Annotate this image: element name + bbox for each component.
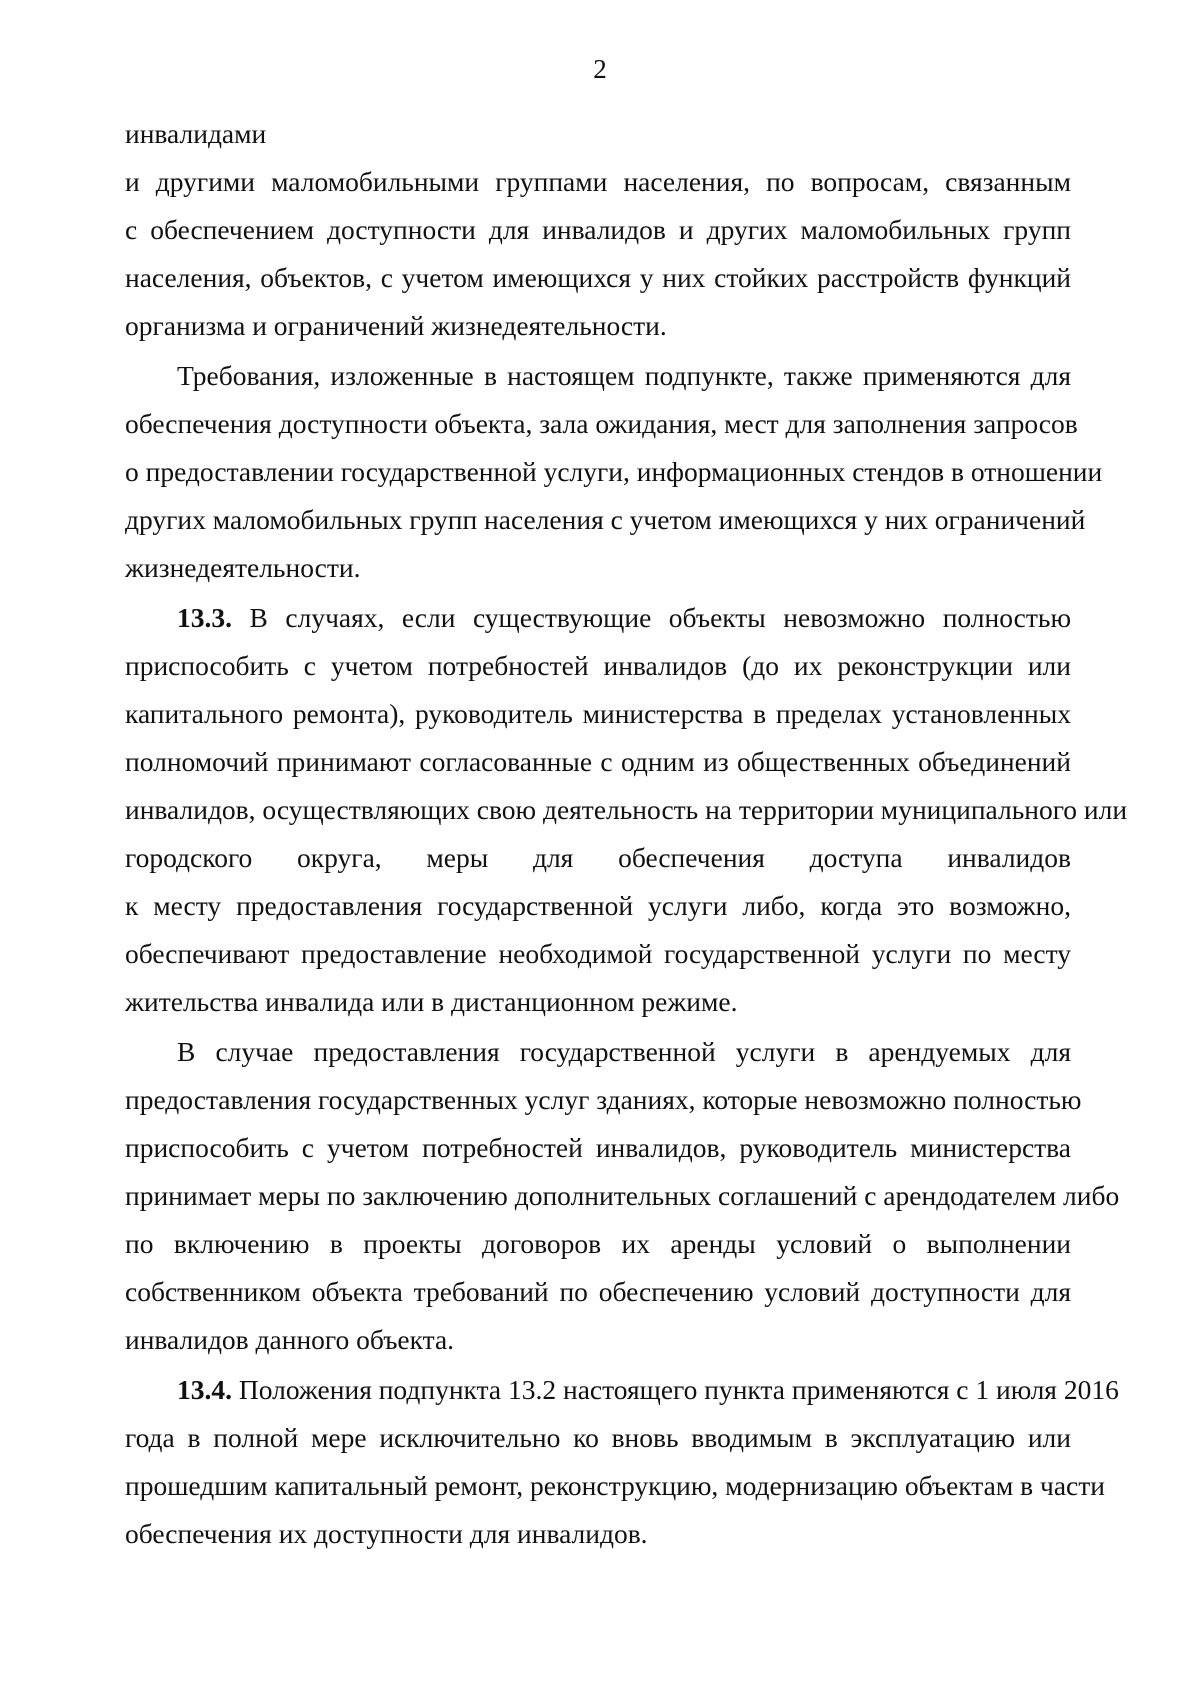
line-text: Требования, изложенные в настоящем подпункте, также применяются для [177,360,1071,391]
text-line [125,544,1071,592]
text-line [125,738,1071,786]
paragraph-gap [125,1558,1071,1560]
text-line [125,1316,1071,1364]
line-text: и другими маломобильными группами населения, по вопросам, связанным [125,166,1071,197]
clause-number: 13.3. [177,602,232,633]
line-text: инвалидов, осуществляющих свою деятельность на территории муниципального или [125,794,1128,825]
text-line [125,1414,1071,1462]
paragraph [125,110,1071,350]
document-body [125,110,1128,1560]
text-line [125,1028,1071,1076]
line-text: обеспечения доступности объекта, зала ожидания, мест для заполнения запросов [125,408,1078,439]
paragraph [125,1028,1120,1364]
line-text: приспособить с учетом потребностей инвалидов, руководитель министерства [125,1132,1071,1163]
text-line [125,448,1103,496]
line-text: Положения подпункта 13.2 настоящего пункта применяются с 1 июля 2016 [232,1374,1119,1405]
line-text: городского округа, меры для обеспечения доступа инвалидов [125,842,1071,873]
text-line [125,1462,1105,1510]
text-line [125,254,1071,302]
text-line [125,110,1071,158]
line-text: по включению в проекты договоров их аренды условий о выполнении [125,1228,1071,1259]
text-line [125,930,1071,978]
line-text: других маломобильных групп населения с учетом имеющихся у них ограничений [125,504,1086,535]
text-line [125,594,1071,642]
line-text: обеспечения их доступности для инвалидов. [125,1518,648,1549]
text-line [125,786,1128,834]
text-line [125,978,1071,1026]
text-line [125,1124,1071,1172]
line-text: жительства инвалида или в дистанционном режиме. [125,986,738,1017]
text-line [125,690,1071,738]
text-line [125,1268,1071,1316]
line-text: года в полной мере исключительно ко вновь вводимым в эксплуатацию или [125,1422,1071,1453]
line-text: прошедшим капитальный ремонт, реконструкцию, модернизацию объектам в части [125,1470,1105,1501]
text-line [125,496,1086,544]
line-text: предоставления государственных услуг зданиях, которые невозможно полностью [125,1084,1082,1115]
line-text: приспособить с учетом потребностей инвалидов (до их реконструкции или [125,650,1071,681]
text-line [125,206,1071,254]
line-text: населения, объектов, с учетом имеющихся у них стойких расстройств функций [125,262,1071,293]
page-number: 2 [593,54,607,84]
text-line [125,302,1071,350]
text-line [125,1510,1071,1558]
line-text: капитального ремонта), руководитель министерства в пределах установленных [125,698,1071,729]
line-text: с обеспечением доступности для инвалидов и других маломобильных групп [125,214,1071,245]
line-text: полномочий принимают согласованные с одним из общественных объединений [125,746,1071,777]
paragraph [125,594,1128,1026]
line-text: о предоставлении государственной услуги, информационных стендов в отношении [125,456,1103,487]
paragraph [125,1366,1119,1558]
text-line [125,1220,1071,1268]
text-line [125,642,1071,690]
line-text: собственником объекта требований по обеспечению условий доступности для [125,1276,1071,1307]
line-text: обеспечивают предоставление необходимой государственной услуги по месту [125,938,1071,969]
paragraph [125,352,1103,592]
text-line [125,400,1078,448]
text-line [125,1172,1120,1220]
clause-number: 13.4. [177,1374,232,1405]
line-text: организма и ограничений жизнедеятельности. [125,310,667,341]
text-line [125,882,1071,930]
line-text: принимает меры по заключению дополнительных соглашений с арендодателем либо [125,1180,1120,1211]
line-text: к месту предоставления государственной услуги либо, когда это возможно, [125,890,1071,921]
line-text: инвалидами [125,118,267,149]
text-line [125,352,1071,400]
line-text: инвалидов данного объекта. [125,1324,455,1355]
line-text: В случае предоставления государственной услуги в арендуемых для [177,1036,1071,1067]
line-text: В случаях, если существующие объекты невозможно полностью [232,602,1071,633]
text-line [125,834,1071,882]
text-line [125,1366,1119,1414]
line-text: жизнедеятельности. [125,552,361,583]
text-line [125,158,1071,206]
text-line [125,1076,1082,1124]
